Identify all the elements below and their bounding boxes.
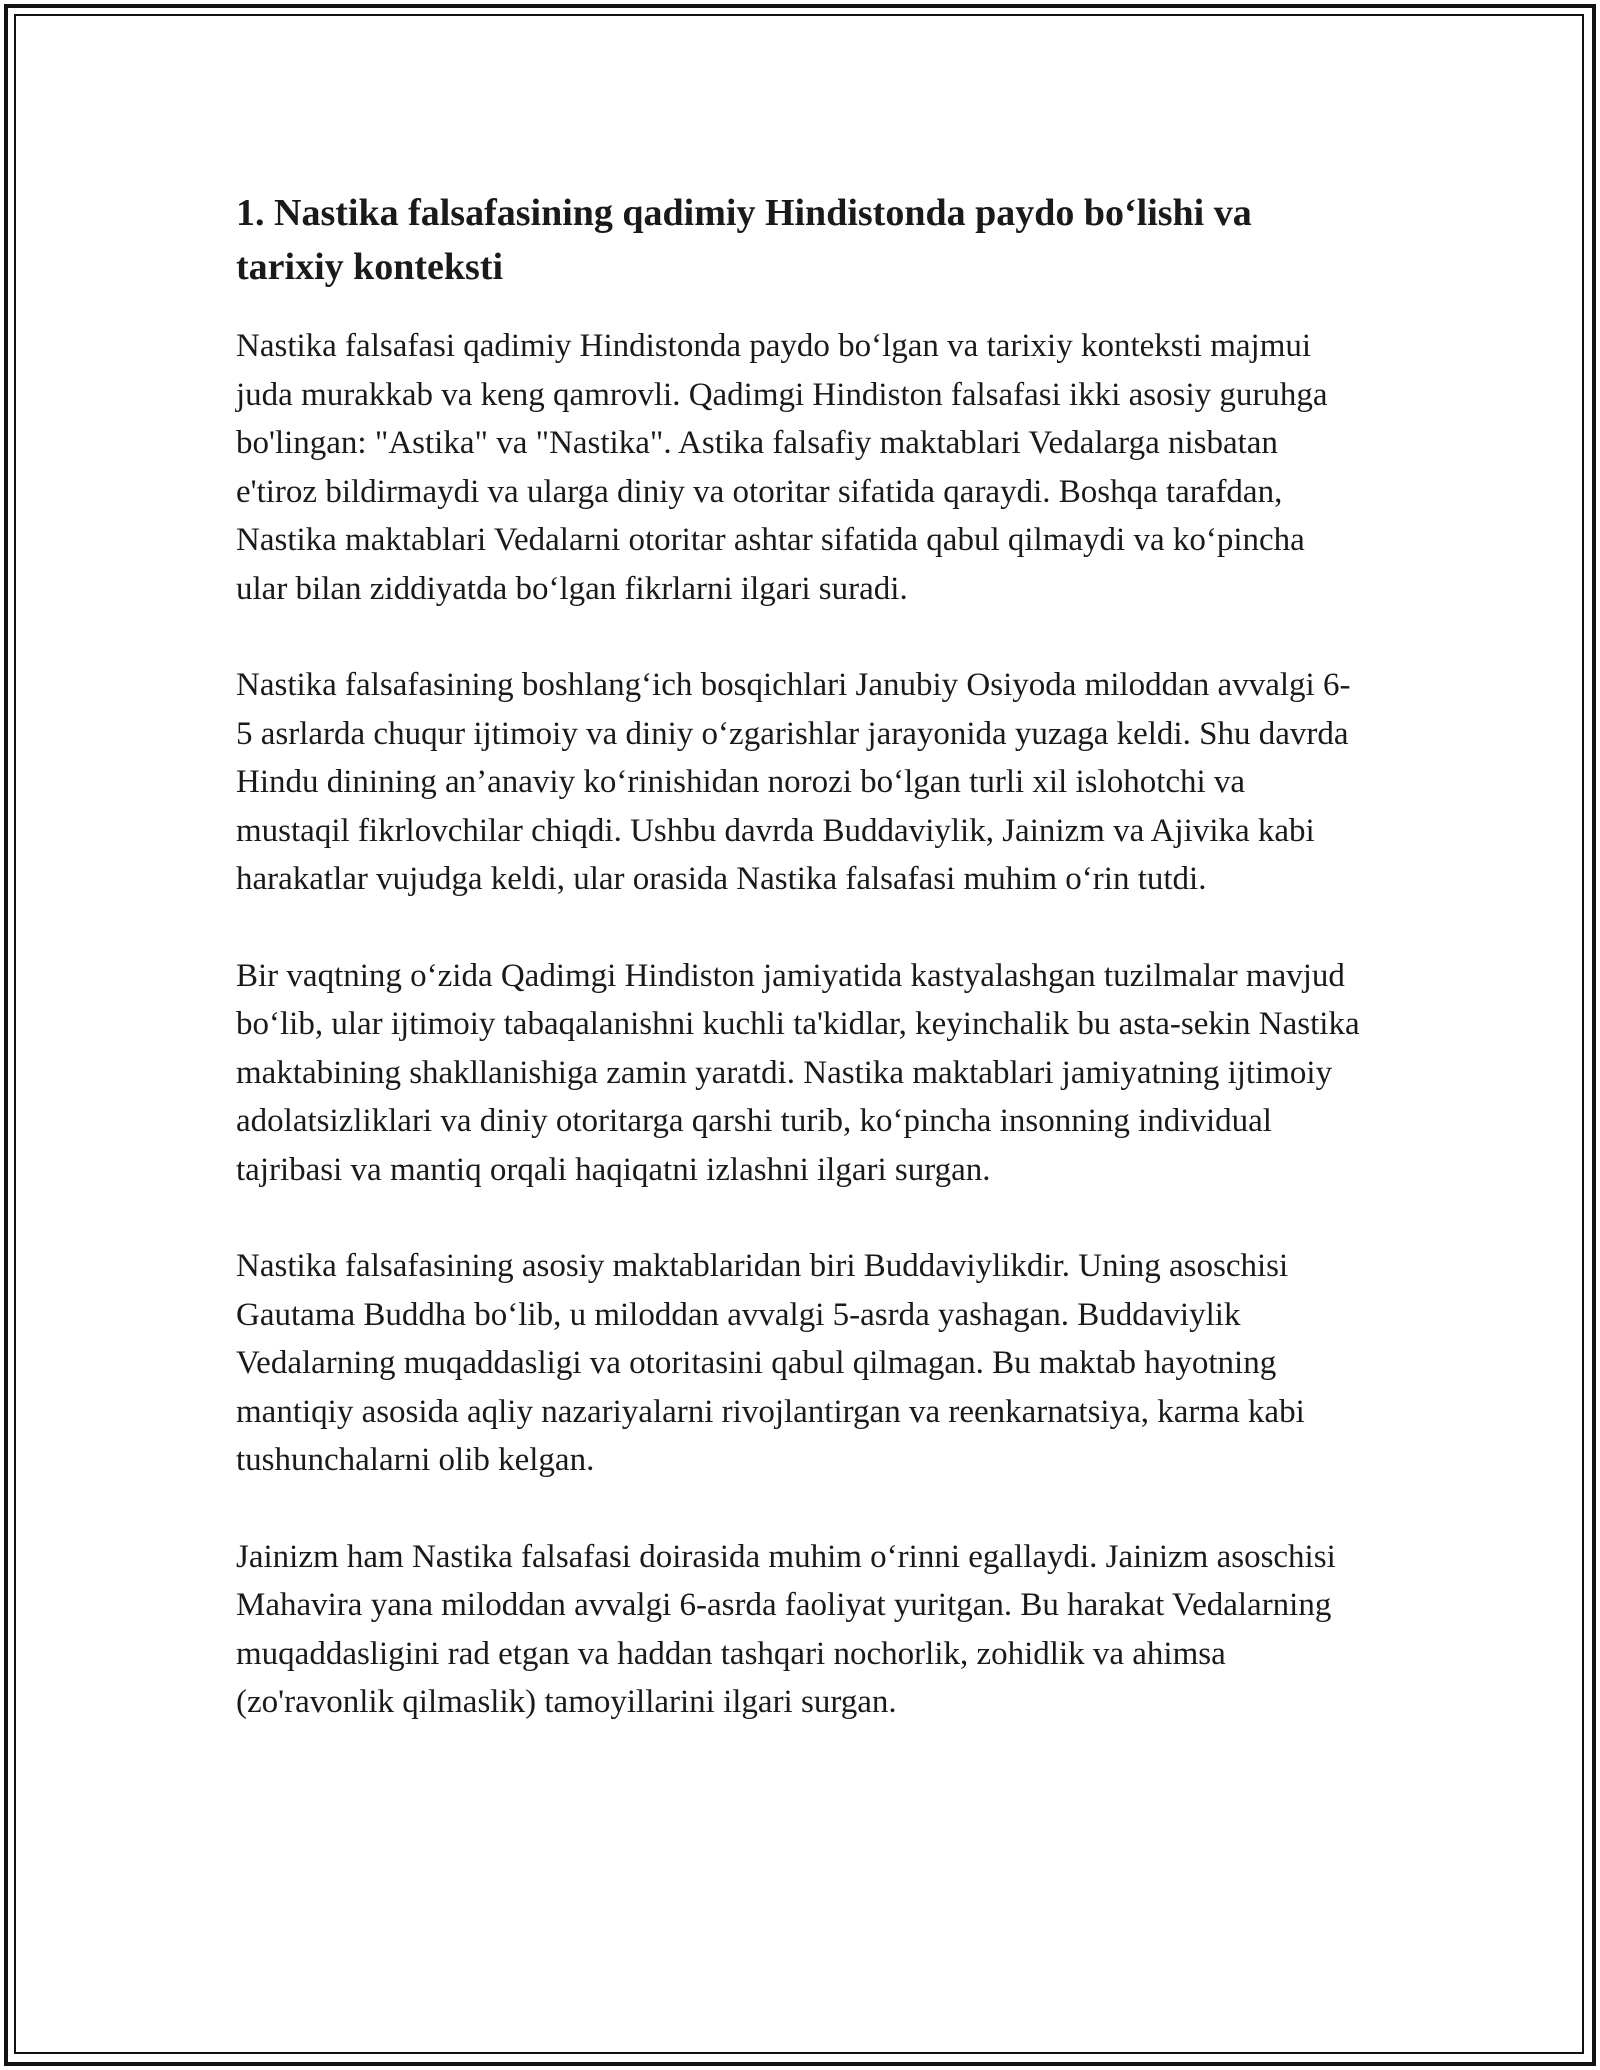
paragraph-5: Jainizm ham Nastika falsafasi doirasida muhim o‘rinni egallaydi. Jainizm asoschisi Mahavira yana miloddan avvalgi 6-asrda faoliyat yuritgan. Bu harakat Vedalarning muqaddasligini rad etgan va haddan tashqari nochorlik, zohidlik va ahimsa (zo'ravonlik qilmaslik) tamoyillarini ilgari surgan. bbox=[236, 1538, 1336, 1720]
document-body bbox=[236, 186, 1364, 1727]
paragraph-3: Bir vaqtning o‘zida Qadimgi Hindiston jamiyatida kastyalashgan tuzilmalar mavjud bo‘lib, ular ijtimoiy tabaqalanishni kuchli ta'kidlar, keyinchalik bu asta-sekin Nastika maktabining shakllanishiga zamin yaratdi. Nastika maktablari jamiyatning ijtimoiy adolatsizliklari va diniy otoritarga qarshi turib, ko‘pincha insonning individual tajribasi va mantiq orqali haqiqatni izlashni ilgari surgan. bbox=[236, 957, 1360, 1188]
paragraph-4: Nastika falsafasining asosiy maktablaridan biri Buddaviylikdir. Uning asoschisi Gautama Buddha bo‘lib, u miloddan avvalgi 5-asrda yashagan. Buddaviylik Vedalarning muqaddasligi va otoritasini qabul qilmagan. Bu maktab hayotning mantiqiy asosida aqliy nazariyalarni rivojlantirgan va reenkarnatsiya, karma kabi tushunchalarni olib kelgan. bbox=[236, 1248, 1305, 1478]
paragraph-2: Nastika falsafasining boshlang‘ich bosqichlari Janubiy Osiyoda miloddan avvalgi 6-5 asrlarda chuqur ijtimoiy va diniy o‘zgarishlar jarayonida yuzaga keldi. Shu davrda Hindu dinining an’anaviy ko‘rinishidan norozi bo‘lgan turli xil islohotchi va mustaqil fikrlovchilar chiqdi. Ushbu davrda Buddaviylik, Jainizm va Ajivika kabi harakatlar vujudga keldi, ular orasida Nastika falsafasi muhim o‘rin tutdi. bbox=[236, 667, 1351, 897]
paragraph-1: Nastika falsafasi qadimiy Hindistonda paydo bo‘lgan va tarixiy konteksti majmui juda murakkab va keng qamrovli. Qadimgi Hindiston falsafasi ikki asosiy guruhga bo'lingan: "Astika" va "Nastika". Astika falsafiy maktablari Vedalarga nisbatan e'tiroz bildirmaydi va ularga diniy va otoritar sifatida qaraydi. Boshqa tarafdan, Nastika maktablari Vedalarni otoritar ashtar sifatida qabul qilmaydi va ko‘pincha ular bilan ziddiyatda bo‘lgan fikrlarni ilgari suradi. bbox=[236, 328, 1328, 607]
section-heading: 1. Nastika falsafasining qadimiy Hindistonda paydo bo‘lishi va tarixiy konteksti bbox=[236, 192, 1252, 288]
